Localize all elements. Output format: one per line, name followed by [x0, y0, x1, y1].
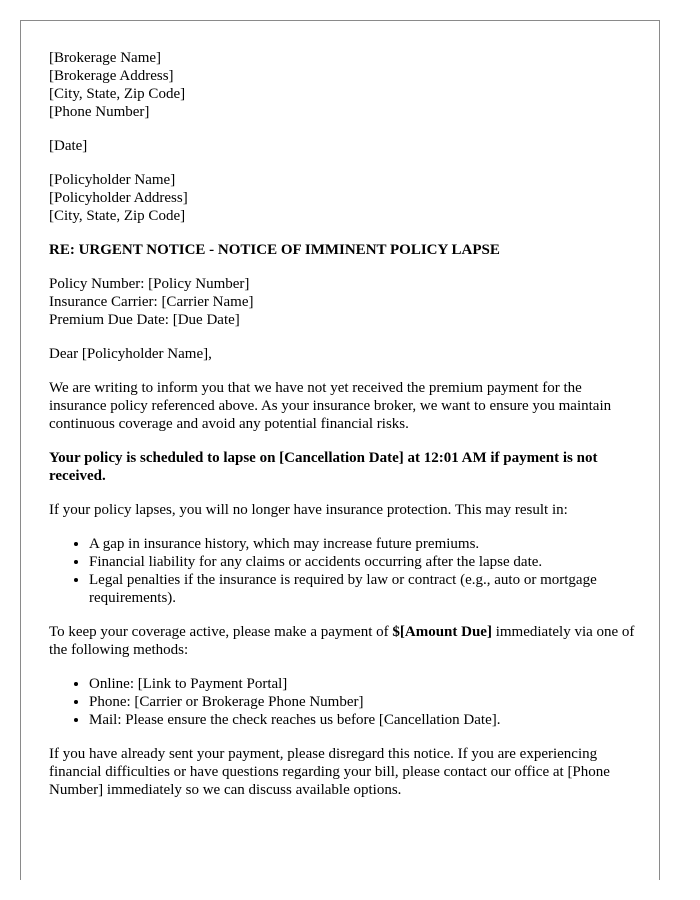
intro-paragraph: We are writing to inform you that we have not yet received the premium payment for the insurance policy referenced above. As your insurance broker, we want to ensure you maintain continuous coverage and avoid any potential financial risks.: [49, 380, 612, 432]
payment-methods-list: [49, 675, 639, 729]
insurance-carrier: Insurance Carrier: [Carrier Name]: [49, 294, 254, 310]
list-item: • Legal penalties if the insurance is required by law or contract (e.g., auto or mortgage requirements).: [89, 571, 639, 607]
policy-number: Policy Number: [Policy Number]: [49, 276, 250, 292]
brokerage-city-state-zip: [City, State, Zip Code]: [49, 86, 186, 102]
payment-intro-after: immediately via one of the following methods:: [49, 624, 635, 658]
policyholder-name: [Policyholder Name]: [49, 172, 176, 188]
list-item: • Mail: Please ensure the check reaches us before [Cancellation Date].: [89, 711, 639, 729]
list-item: • Phone: [Carrier or Brokerage Phone Number]: [89, 693, 639, 711]
brokerage-address: [Brokerage Address]: [49, 68, 174, 84]
letter-date: [Date]: [49, 138, 88, 154]
amount-due: $[Amount Due]: [392, 624, 492, 640]
lapse-warning: Your policy is scheduled to lapse on [Cancellation Date] at 12:01 AM if payment is not received.: [49, 450, 598, 484]
date-block: [49, 137, 639, 155]
premium-due-date: Premium Due Date: [Due Date]: [49, 312, 240, 328]
salutation: Dear [Policyholder Name],: [49, 346, 212, 362]
list-item: • Online: [Link to Payment Portal]: [89, 675, 639, 693]
policyholder-address-block: [49, 171, 639, 225]
list-item: • Financial liability for any claims or accidents occurring after the lapse date.: [89, 553, 639, 571]
brokerage-phone: [Phone Number]: [49, 104, 150, 120]
policyholder-city-state-zip: [City, State, Zip Code]: [49, 208, 186, 224]
list-item: • A gap in insurance history, which may increase future premiums.: [89, 535, 639, 553]
brokerage-address-block: [49, 49, 639, 121]
consequences-intro: If your policy lapses, you will no longer have insurance protection. This may result in:: [49, 502, 568, 518]
letter-page: [20, 20, 660, 880]
letter-body: [49, 49, 639, 815]
policy-info-block: [49, 275, 639, 329]
policyholder-address: [Policyholder Address]: [49, 190, 188, 206]
subject-line: RE: URGENT NOTICE - NOTICE OF IMMINENT POLICY LAPSE: [49, 242, 500, 258]
payment-intro: [49, 623, 639, 659]
closing-paragraph: If you have already sent your payment, please disregard this notice. If you are experiencing financial difficulties or have questions regarding your bill, please contact our office at [Phone Number] immediately so we can discuss available options.: [49, 746, 610, 798]
payment-intro-before: To keep your coverage active, please make a payment of: [49, 624, 393, 640]
brokerage-name: [Brokerage Name]: [49, 50, 162, 66]
consequences-list: [49, 535, 639, 607]
